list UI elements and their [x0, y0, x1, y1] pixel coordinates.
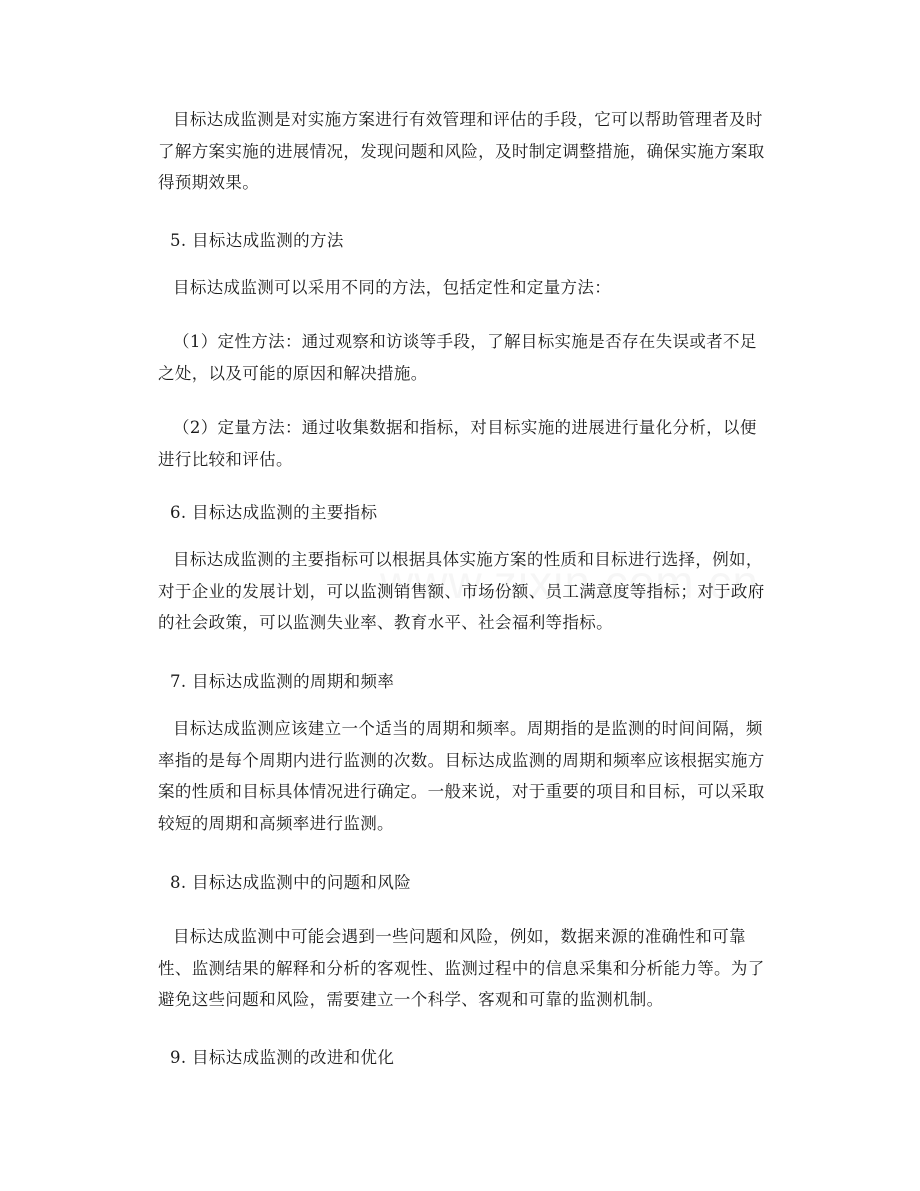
section-heading-5: 5. 目标达成监测的方法 — [170, 231, 344, 250]
paragraph-indicators: 目标达成监测的主要指标可以根据具体实施方案的性质和目标进行选择，例如，对于企业的发展计划，可以监测销售额、市场份额、员工满意度等指标；对于政府的社会政策，可以监测失业率、教育水平、社会福利等指标。 — [158, 550, 765, 632]
paragraph-methods: 目标达成监测可以采用不同的方法，包括定性和定量方法： — [173, 278, 612, 297]
section-heading-6: 6. 目标达成监测的主要指标 — [170, 503, 378, 522]
section-heading-7: 7. 目标达成监测的周期和频率 — [170, 672, 395, 691]
paragraph-qualitative: （1）定性方法：通过观察和访谈等手段，了解目标实施是否存在失误或者不足之处，以及可能的原因和解决措施。 — [158, 332, 757, 383]
paragraph-cycle-frequency: 目标达成监测应该建立一个适当的周期和频率。周期指的是监测的时间间隔，频率指的是每个周期内进行监测的次数。目标达成监测的周期和频率应该根据实施方案的性质和目标具体情况进行确定。一般来说，对于重要的项目和目标，可以采取较短的周期和高频率进行监测。 — [158, 719, 765, 833]
paragraph-problems-risks: 目标达成监测中可能会遇到一些问题和风险，例如，数据来源的准确性和可靠性、监测结果的解释和分析的客观性、监测过程中的信息采集和分析能力等。为了避免这些问题和风险，需要建立一个科学、客观和可靠的监测机制。 — [158, 927, 765, 1009]
paragraph-quantitative: （2）定量方法：通过收集数据和指标，对目标实施的进展进行量化分析，以便进行比较和评估。 — [158, 418, 757, 469]
section-heading-9: 9. 目标达成监测的改进和优化 — [170, 1048, 395, 1067]
section-heading-8: 8. 目标达成监测中的问题和风险 — [170, 873, 412, 892]
paragraph-intro: 目标达成监测是对实施方案进行有效管理和评估的手段，它可以帮助管理者及时了解方案实施的进展情况，发现问题和风险，及时制定调整措施，确保实施方案取得预期效果。 — [158, 110, 765, 192]
